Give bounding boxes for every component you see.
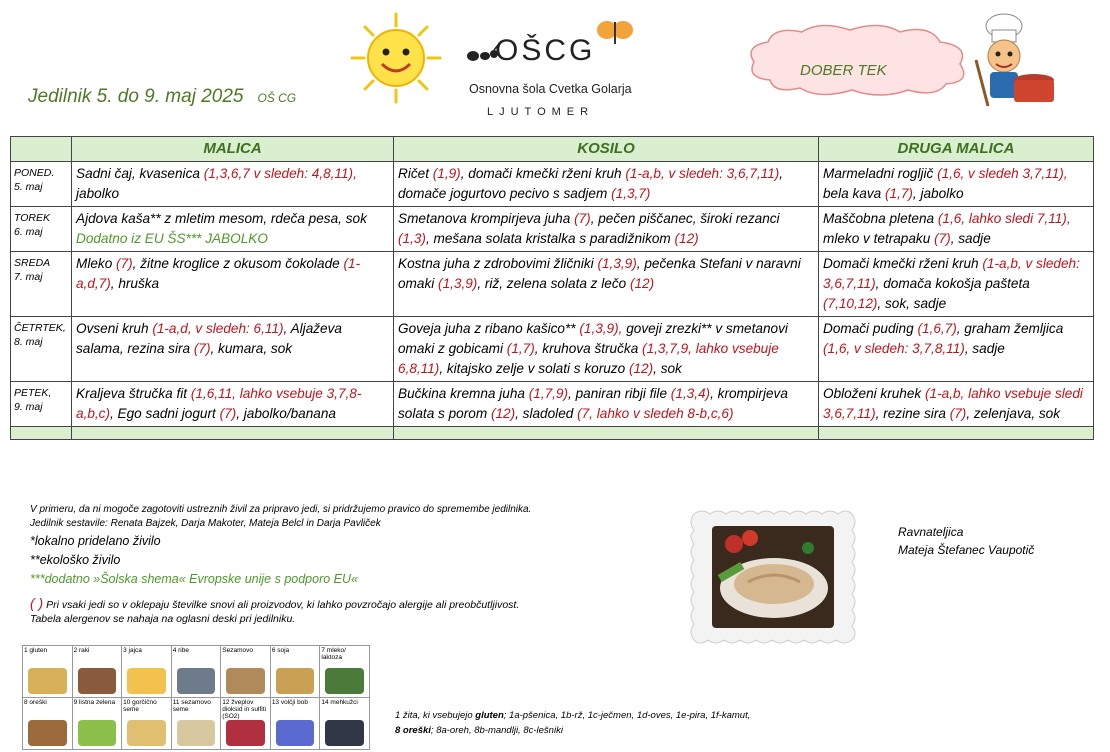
meal-cell-malica [72, 252, 394, 317]
allergen-picture [28, 668, 67, 694]
day-name: PONED. [14, 167, 55, 179]
meal-text: bela kava [823, 186, 885, 201]
meal-text: goveji zrezki** v smetanovi omaki z gobicami [398, 321, 788, 356]
allergen-code: (1,6, v sledeh: 3,7,8,11) [823, 341, 965, 356]
meal-text: Maščobna pletena [823, 211, 938, 226]
chef-icon [968, 10, 1058, 110]
school-name: Osnovna šola Cvetka Golarja [469, 82, 632, 96]
meal-text: Smetanova krompirjeva juha [398, 211, 575, 226]
allergen-cell [221, 698, 271, 750]
meal-text: , zelenjava, sok [966, 406, 1061, 421]
allergen-cell [221, 646, 271, 698]
meal-text: , kruhova štručka [534, 341, 643, 356]
gluten-line1-bold: gluten [475, 710, 504, 721]
meal-text: , sadje [964, 341, 1005, 356]
day-name: SREDA [14, 257, 51, 269]
sun-icon [350, 12, 442, 104]
allergen-code: (1,6, v sledeh 3,7,11), [937, 166, 1068, 181]
footer-cell [819, 427, 1094, 440]
allergen-code: (1,6,7) [917, 321, 957, 336]
meal-cell-malica [72, 382, 394, 427]
allergen-label: 9 listna zelena [73, 699, 116, 706]
corner-cell [11, 137, 72, 162]
allergen-cell [270, 698, 320, 750]
allergen-picture [226, 668, 265, 694]
day-date: 7. maj [14, 271, 43, 283]
allergen-label: 4 ribe [172, 647, 189, 654]
allergen-code: (1,3,9) [438, 276, 478, 291]
gluten-line1-rest: ; 1a-pšenica, 1b-rž, 1c-ječmen, 1d-oves, 1e-pira, 1f-kamut, [503, 710, 751, 721]
allergen-code: (12) [629, 276, 655, 291]
allergen-cell [23, 646, 73, 698]
meal-text: , krompirjeva solata s porom [398, 386, 788, 421]
meal-cell-druga [819, 252, 1094, 317]
cloud-icon [740, 20, 980, 100]
school-logo [465, 14, 645, 124]
menu-title-suffix: OŠ CG [257, 91, 297, 105]
meal-text: , pečen piščanec, široki rezanci [590, 211, 780, 226]
allergen-label: Sezamovo [222, 647, 253, 654]
meal-text: Goveja juha z ribano kašico** [398, 321, 580, 336]
allergen-cell [72, 698, 122, 750]
legend-paren: ( ) [30, 595, 44, 611]
menu-footer-row [11, 427, 1094, 440]
meal-text: , domače jogurtovo pecivo s sadjem [398, 166, 784, 201]
note-authors: Jedilnik sestavile: Renata Bajzek, Darja Makoter, Mateja Belcl in Darja Pavliček [30, 518, 381, 529]
allergen-picture [28, 720, 67, 746]
menu-table [10, 136, 1094, 440]
meal-text: , riž, zelena solata z lečo [477, 276, 630, 291]
meal-text: , Ego sadni jogurt [110, 406, 220, 421]
menu-header-row [11, 137, 1094, 162]
meal-cell-druga [819, 162, 1094, 207]
meal-cell-kosilo [394, 162, 819, 207]
meal-text: , jabolko [912, 186, 964, 201]
day-date: 6. maj [14, 226, 43, 238]
allergen-picture [127, 720, 166, 746]
allergen-picture [276, 668, 315, 694]
legend-eu: ***dodatno »Šolska shema« Evropske unije s podporo EU« [30, 572, 358, 586]
meal-text: , Aljaževa salama, rezina sira [76, 321, 342, 356]
day-date: 9. maj [14, 401, 43, 413]
allergen-code: (12) [674, 231, 699, 246]
allergen-code: (7) [219, 406, 237, 421]
allergen-picture [276, 720, 315, 746]
allergen-code: (1,3,9) [597, 256, 637, 271]
meal-text: Kostna juha z zdrobovimi žličniki [398, 256, 598, 271]
allergen-label: 10 gorčično seme [123, 699, 157, 713]
meal-text: Bučkina kremna juha [398, 386, 529, 401]
day-name: PETEK, [14, 387, 52, 399]
allergen-cell [122, 646, 172, 698]
allergen-label: 2 raki [73, 647, 90, 654]
allergen-picture [226, 720, 265, 746]
meal-text: Mleko [76, 256, 117, 271]
footer-cell [394, 427, 819, 440]
meal-text: , kumara, sok [210, 341, 293, 356]
meal-text: Domači kmečki rženi kruh [823, 256, 983, 271]
allergen-picture [325, 720, 364, 746]
allergen-picture [127, 668, 166, 694]
gluten-line2-bold: 8 oreški [395, 725, 431, 736]
allergen-label: 6 soja [271, 647, 290, 654]
allergen-code: (1,3,6,7 v sledeh: 4,8,11), [203, 166, 357, 181]
legend-allergen-text: Pri vsaki jedi so v oklepaju številke snovi ali proizvodov, ki lahko povzročajo alergije ali preobčutljivost. [43, 599, 520, 611]
meal-cell-kosilo [394, 317, 819, 382]
meal-text: Ričet [398, 166, 433, 181]
meal-cell-kosilo [394, 252, 819, 317]
dober-tek-cloud [740, 20, 1000, 100]
allergen-row [23, 698, 370, 750]
allergen-code: (1-a,d, v sledeh: 6,11) [152, 321, 284, 336]
allergen-label: 1 gluten [24, 647, 48, 654]
allergen-label: 8 oreški [24, 699, 47, 706]
menu-title-text: Jedilnik 5. do 9. maj 2025 [28, 86, 244, 107]
allergen-cell [320, 698, 370, 750]
legend-eco: **ekološko živilo [30, 553, 121, 567]
allergen-label: 14 mehkužci [321, 699, 358, 706]
column-header-malica: MALICA [72, 137, 394, 162]
day-date: 8. maj [14, 336, 43, 348]
footer-cell [11, 427, 72, 440]
meal-text: Kraljeva štručka fit [76, 386, 191, 401]
allergen-code: (7) [574, 211, 591, 226]
day-cell [11, 252, 72, 317]
menu-row [11, 317, 1094, 382]
meal-text: Obloženi kruhek [823, 386, 926, 401]
allergen-picture [177, 668, 216, 694]
meal-text: , mešana solata kristalka s paradižnikom [425, 231, 675, 246]
legend-local: *lokalno pridelano živilo [30, 534, 161, 548]
ant-icon [465, 44, 499, 66]
allergen-label: 7 mleko/ laktoza [321, 647, 346, 661]
allergen-code: (1,3,4) [670, 386, 711, 401]
allergen-cell [171, 698, 221, 750]
meal-cell-malica [72, 207, 394, 252]
meal-text: Ajdova kaša** z mletim mesom, rdeča pesa, sok [76, 211, 367, 226]
legend-allergen [30, 595, 519, 611]
meal-text: , jabolko/banana [236, 406, 336, 421]
principal-signature [898, 523, 1034, 559]
butterfly-icon [595, 18, 635, 48]
gluten-line1-start: 1 žita, ki vsebujejo [395, 710, 476, 721]
meal-cell-druga [819, 317, 1094, 382]
principal-title: Ravnateljica [898, 525, 964, 539]
menu-row [11, 207, 1094, 252]
meal-cell-druga [819, 382, 1094, 427]
column-header-druga-malica: DRUGA MALICA [819, 137, 1094, 162]
allergen-cell [72, 646, 122, 698]
day-name: TOREK [14, 212, 50, 224]
allergen-picture [325, 668, 364, 694]
allergen-code: (7) [193, 341, 211, 356]
meal-cell-malica [72, 317, 394, 382]
allergen-code: (7) [116, 256, 133, 271]
meal-text: , žitne kroglice z okusom čokolade [132, 256, 344, 271]
allergen-cell [270, 646, 320, 698]
allergen-row [23, 646, 370, 698]
day-cell [11, 382, 72, 427]
pate-photo-stamp [688, 508, 858, 646]
day-name: ČETRTEK, [14, 322, 66, 334]
footer-cell [72, 427, 394, 440]
gluten-footnote-line1 [395, 708, 750, 723]
allergen-label: 3 jajca [123, 647, 142, 654]
allergen-code: (1-a,d,7) [76, 256, 361, 291]
meal-text: mleko v tetrapaku [823, 231, 935, 246]
school-city: LJUTOMER [487, 106, 595, 118]
meal-text: , rezine sira [875, 406, 950, 421]
allergen-label: 13 volčji bob [271, 699, 308, 706]
day-cell [11, 317, 72, 382]
meal-cell-kosilo [394, 207, 819, 252]
menu-row [11, 162, 1094, 207]
allergen-cell [171, 646, 221, 698]
menu-row [11, 252, 1094, 317]
allergen-code: (7) [949, 406, 967, 421]
meal-text: Ovseni kruh [76, 321, 153, 336]
allergen-code: (1,6, lahko sledi 7,11), [937, 211, 1071, 226]
meal-text: , kitajsko zelje v solati s koruzo [439, 361, 629, 376]
allergen-label: 12 žveplov dioksid in sulfiti (SO2) [222, 699, 266, 720]
allergen-code: (7) [934, 231, 951, 246]
gluten-line2-rest: ; 8a-oreh, 8b-mandlji, 8c-lešniki [430, 725, 563, 736]
gluten-footnote-line2 [395, 723, 750, 738]
allergen-code: (7, lahko v sledeh 8-b,c,6) [577, 406, 734, 421]
allergen-code: (1,7) [506, 341, 535, 356]
meal-cell-kosilo [394, 382, 819, 427]
allergen-code: (1,3,9), [579, 321, 623, 336]
allergen-code: (1,7,9) [528, 386, 569, 401]
allergen-cell [122, 698, 172, 750]
meal-text: Sadni čaj, kvasenica [76, 166, 204, 181]
allergen-code: (1,9) [432, 166, 461, 181]
school-abbr: OŠCG [495, 34, 596, 67]
allergen-code: (1-a,b, v sledeh: 3,6,7,11) [625, 166, 780, 181]
meal-text: , sadje [950, 231, 991, 246]
allergen-cell [23, 698, 73, 750]
allergen-grid [22, 645, 370, 750]
meal-text: , paniran ribji file [568, 386, 671, 401]
meal-text: , sok [653, 361, 682, 376]
meal-cell-malica [72, 162, 394, 207]
allergen-code: (1-a,b, v sledeh: 3,6,7,11) [823, 256, 1080, 291]
allergen-code: (7,10,12) [823, 296, 878, 311]
allergen-code: (1,3,7) [611, 186, 651, 201]
meal-text: Marmeladni rogljič [823, 166, 938, 181]
eu-scheme-text: Dodatno iz EU ŠS*** JABOLKO [76, 231, 268, 246]
allergen-picture [177, 720, 216, 746]
meal-text: , sok, sadje [877, 296, 947, 311]
menu-title [28, 86, 296, 108]
allergen-code: (1,6,11, lahko vsebuje 3,7,8-a,b,c) [76, 386, 362, 421]
meal-text: , graham žemljica [956, 321, 1064, 336]
meal-text: Domači puding [823, 321, 918, 336]
gluten-footnote [395, 708, 750, 738]
column-header-kosilo: KOSILO [394, 137, 819, 162]
day-cell [11, 162, 72, 207]
day-date: 5. maj [14, 181, 43, 193]
allergen-code: (12) [490, 406, 516, 421]
day-cell [11, 207, 72, 252]
principal-name: Mateja Štefanec Vaupotič [898, 543, 1035, 557]
allergen-picture [78, 668, 117, 694]
allergen-code: (1,3,7,9, lahko vsebuje 6,8,11) [398, 341, 779, 376]
meal-text: , domača kokošja pašteta [875, 276, 1030, 291]
menu-row [11, 382, 1094, 427]
allergen-code: (1-a,b, lahko vsebuje sledi 3,6,7,11) [823, 386, 1083, 421]
allergen-code: (1,3) [398, 231, 426, 246]
meal-text: , hruška [110, 276, 160, 291]
allergen-label: 11 sezamovo seme [172, 699, 211, 713]
allergen-code: (12) [628, 361, 654, 376]
meal-text: , pečenka Stefani v naravni omaki [398, 256, 801, 291]
legend-board: Tabela alergenov se nahaja na oglasni deski pri jedilniku. [30, 613, 296, 625]
allergen-code: (1,7) [884, 186, 913, 201]
meal-cell-druga [819, 207, 1094, 252]
allergen-picture [78, 720, 117, 746]
meal-text: jabolko [76, 186, 120, 201]
allergen-cell [320, 646, 370, 698]
meal-text: , sladoled [515, 406, 578, 421]
meal-text: , domači kmečki rženi kruh [460, 166, 626, 181]
note-change: V primeru, da ni mogoče zagotoviti ustreznih živil za pripravo jedi, si pridržujemo pravico do spremembe jedilnika. [30, 504, 532, 515]
dober-tek-text: DOBER TEK [800, 62, 887, 79]
